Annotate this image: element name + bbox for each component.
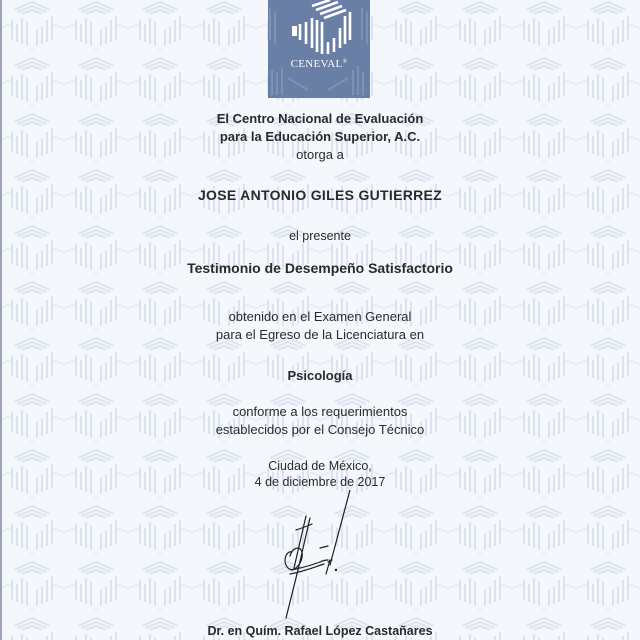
place-city: Ciudad de México,: [268, 459, 372, 473]
issuer-line-1: El Centro Nacional de Evaluación: [216, 111, 424, 126]
issue-date: 4 de diciembre de 2017: [254, 475, 386, 489]
signatory-name: Dr. en Quím. Rafael López Castañares: [207, 624, 433, 638]
exam-line-1: obtenido en el Examen General: [228, 309, 412, 324]
compliance-line-1: conforme a los requerimientos: [232, 404, 408, 419]
award-intro: el presente: [289, 229, 351, 243]
issuer-line-2: para la Educación Superior, A.C.: [219, 129, 421, 144]
program-name: Psicología: [287, 368, 353, 383]
issuer-line-3: otorga a: [296, 147, 344, 162]
award-title: Testimonio de Desempeño Satisfactorio: [187, 260, 453, 276]
exam-line-2: para el Egreso de la Licenciatura en: [215, 327, 425, 342]
logo-wordmark: CENEVAL®: [290, 58, 348, 70]
signature-mark: [250, 490, 370, 625]
recipient-name: JOSE ANTONIO GILES GUTIERREZ: [197, 187, 443, 203]
compliance-line-2: establecidos por el Consejo Técnico: [215, 422, 425, 437]
